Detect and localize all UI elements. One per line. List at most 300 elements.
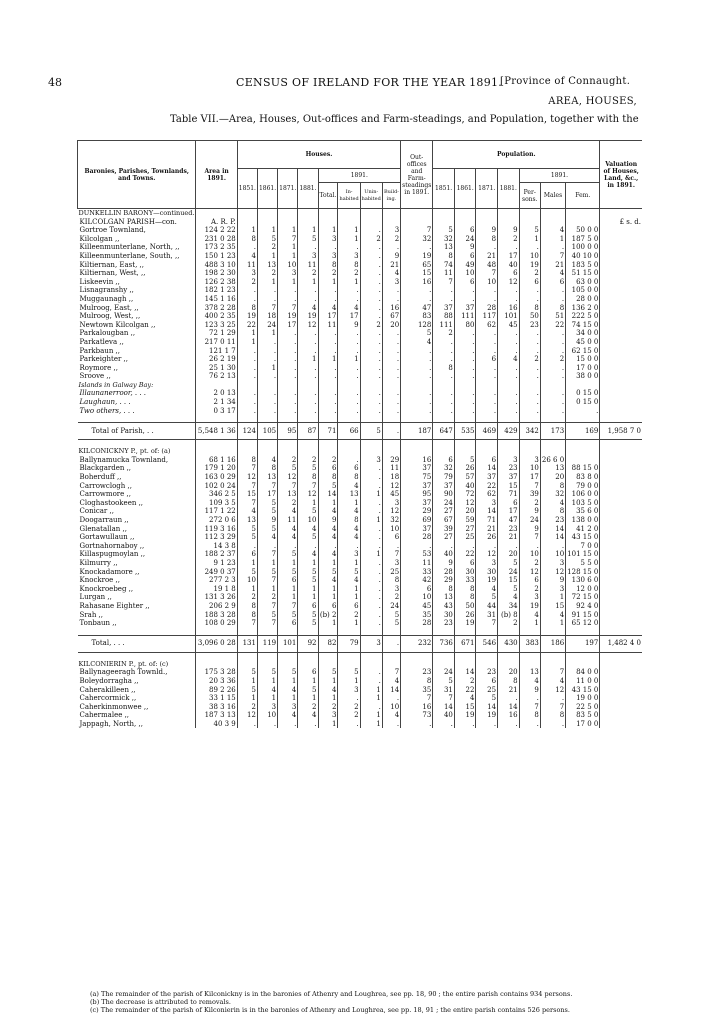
cell: 13: [237, 516, 257, 525]
cell: .: [498, 347, 520, 356]
cell: .: [433, 407, 455, 416]
cell: .: [237, 372, 257, 381]
cell: [600, 490, 642, 499]
cell: 15 0 0: [566, 355, 600, 364]
col-h-building: Build-ing.: [382, 183, 400, 209]
cell: 1: [278, 243, 298, 252]
row-label: Ballynamucka Townland,: [79, 455, 169, 464]
cell: 5: [498, 559, 520, 568]
cell: 6: [498, 499, 520, 508]
cell: 17: [498, 252, 520, 261]
cell: 23: [433, 619, 455, 628]
cell: 26: [454, 464, 476, 473]
cell: [600, 619, 642, 628]
row-label: Mulroog, West, ,,: [79, 312, 141, 321]
footnote-b: (b) The decrease is attributed to removals.: [90, 998, 231, 1006]
cell: 25: [476, 686, 498, 695]
cell: 65 12 0: [566, 619, 600, 628]
cell: 1: [338, 355, 360, 364]
cell: .: [360, 372, 382, 381]
row-label: Caherkinmonwee ,,: [79, 702, 149, 711]
cell: 4: [318, 507, 338, 516]
cell: 7: [257, 304, 277, 313]
cell: .: [360, 364, 382, 373]
cell: [498, 218, 520, 227]
cell: .: [382, 355, 400, 364]
cell: 5: [433, 226, 455, 235]
cell: 7: [257, 619, 277, 628]
cell: [338, 218, 360, 227]
cell: 117: [476, 312, 498, 321]
col-header-name: Baronies, Parishes, Townlands, and Towns.: [78, 141, 196, 209]
cell: 83: [401, 312, 433, 321]
cell: [600, 407, 642, 416]
cell: 33 1 15: [196, 694, 237, 703]
cell: 7: [257, 550, 277, 559]
row-label: Muggaunagh ,,: [79, 294, 134, 303]
cell: 186: [540, 635, 565, 652]
cell: 23: [498, 464, 520, 473]
cell: 15: [498, 482, 520, 491]
cell: 0 15 0: [566, 389, 600, 398]
cell: 20: [540, 473, 565, 482]
table-row: [78, 490, 643, 499]
cell: 1: [360, 720, 382, 729]
cell: 13: [540, 464, 565, 473]
cell: 2: [498, 235, 520, 244]
cell: .: [540, 372, 565, 381]
cell: 3: [382, 559, 400, 568]
cell: 8: [237, 602, 257, 611]
cell: 5: [318, 668, 338, 677]
cell: .: [433, 398, 455, 407]
cell: 19: [278, 312, 298, 321]
cell: [600, 525, 642, 534]
cell: 10: [454, 269, 476, 278]
cell: 11: [318, 321, 338, 330]
row-label: Knockroe ,,: [79, 576, 120, 585]
cell: 5: [318, 568, 338, 577]
cell: 5: [519, 226, 540, 235]
cell: 40 3 9: [196, 720, 237, 729]
cell: .: [401, 398, 433, 407]
cell: 21: [540, 261, 565, 270]
cell: 41 2 0: [566, 525, 600, 534]
cell: .: [298, 295, 318, 304]
cell: 2: [257, 243, 277, 252]
cell: 1: [360, 550, 382, 559]
cell: 14: [540, 533, 565, 542]
cell: .: [433, 338, 455, 347]
cell: 5: [476, 694, 498, 703]
cell: 79 0 0: [566, 482, 600, 491]
cell: .: [360, 507, 382, 516]
cell: 1: [298, 585, 318, 594]
cell: .: [454, 338, 476, 347]
cell: 2: [237, 703, 257, 712]
cell: 1: [237, 677, 257, 686]
cell: 5: [433, 677, 455, 686]
row-label: Caherakilleen ,,: [79, 685, 136, 694]
cell: 21: [382, 261, 400, 270]
cell: 3,096 0 28: [196, 635, 237, 652]
cell: 37: [454, 304, 476, 313]
cell: [600, 482, 642, 491]
cell: .: [298, 347, 318, 356]
cell: [338, 447, 360, 456]
cell: 4: [318, 576, 338, 585]
cell: 2: [257, 593, 277, 602]
cell: .: [237, 720, 257, 729]
cell: 5: [257, 525, 277, 534]
row-label: Knockroebeg ,,: [79, 584, 134, 593]
cell: [600, 720, 642, 729]
col-p-1861: 1861.: [454, 169, 476, 209]
cell: [382, 209, 400, 218]
table-row: [78, 533, 643, 542]
cell: (b) 2: [319, 610, 337, 619]
col-h-1851: 1851.: [237, 169, 257, 209]
cell: 37: [498, 473, 520, 482]
cell: .: [540, 347, 565, 356]
cell: .: [519, 389, 540, 398]
footnotes: [90, 990, 572, 1014]
cell: .: [540, 364, 565, 373]
cell: .: [566, 407, 600, 416]
cell: 90: [433, 490, 455, 499]
cell: 5: [257, 611, 277, 620]
cell: 27: [454, 525, 476, 534]
cell: 17: [278, 321, 298, 330]
cell: 12: [540, 686, 565, 695]
cell: 173: [540, 423, 565, 440]
cell: 15: [498, 576, 520, 585]
cell: 14 3 8: [196, 542, 237, 551]
cell: .: [540, 407, 565, 416]
cell: 19: [454, 711, 476, 720]
cell: 83 5 0: [566, 711, 600, 720]
cell: 17: [318, 312, 338, 321]
cell: 7: [476, 269, 498, 278]
cell: 5: [401, 329, 433, 338]
cell: 1,482 4 0: [600, 635, 642, 652]
cell: 6: [338, 464, 360, 473]
cell: 1: [338, 226, 360, 235]
cell: .: [338, 329, 360, 338]
cell: 21: [476, 252, 498, 261]
cell: 2: [360, 235, 382, 244]
cell: [600, 611, 642, 620]
cell: 29: [382, 456, 400, 465]
cell: 6: [454, 226, 476, 235]
cell: 5: [338, 668, 360, 677]
cell: .: [318, 286, 338, 295]
cell: 15: [401, 269, 433, 278]
cell: 7: [237, 464, 257, 473]
cell: .: [498, 694, 520, 703]
cell: 30: [476, 568, 498, 577]
cell: 14: [433, 703, 455, 712]
cell: [257, 381, 277, 390]
cell: [519, 381, 540, 390]
cell: .: [278, 355, 298, 364]
cell: 47: [401, 304, 433, 313]
cell: .: [433, 295, 455, 304]
row-label: Srah ,,: [79, 610, 103, 619]
cell: 1: [298, 226, 318, 235]
cell: .: [519, 286, 540, 295]
cell: 5: [298, 464, 318, 473]
row-label: Killeenmunterlane, South, ,,: [79, 251, 180, 260]
cell: 16: [401, 703, 433, 712]
cell: .: [540, 398, 565, 407]
cell: .: [382, 407, 400, 416]
census-table: [77, 140, 642, 728]
cell: 7: [257, 576, 277, 585]
cell: [600, 686, 642, 695]
cell: 32: [401, 235, 433, 244]
cell: 179 1 20: [196, 464, 237, 473]
cell: 33: [454, 576, 476, 585]
cell: .: [519, 398, 540, 407]
cell: 5: [257, 499, 277, 508]
cell: 49: [454, 261, 476, 270]
cell: 32: [433, 464, 455, 473]
cell: 2: [360, 321, 382, 330]
cell: 5: [476, 593, 498, 602]
row-label: Glenatallan ,,: [79, 524, 127, 533]
cell: 112 3 29: [196, 533, 237, 542]
table-row: [78, 464, 643, 473]
cell: 67: [433, 516, 455, 525]
table-row: [78, 703, 643, 712]
cell: 2: [433, 329, 455, 338]
cell: 2: [278, 499, 298, 508]
cell: 3: [360, 635, 382, 652]
cell: .: [433, 389, 455, 398]
cell: 4: [382, 269, 400, 278]
cell: .: [298, 398, 318, 407]
cell: 187 3 13: [196, 711, 237, 720]
cell: 33: [401, 568, 433, 577]
cell: 34 0 0: [566, 329, 600, 338]
cell: 1: [338, 499, 360, 508]
cell: 2: [382, 235, 400, 244]
cell: 2: [318, 703, 338, 712]
cell: .: [382, 243, 400, 252]
cell: 17: [257, 490, 277, 499]
cell: .: [278, 372, 298, 381]
cell: 8: [540, 711, 565, 720]
cell: .: [360, 559, 382, 568]
cell: 346 2 5: [196, 490, 237, 499]
cell: 62: [476, 490, 498, 499]
cell: .: [360, 286, 382, 295]
cell: 51 15 0: [566, 269, 600, 278]
cell: 9: [519, 686, 540, 695]
cell: 1: [298, 355, 318, 364]
cell: 9: [257, 516, 277, 525]
cell: [257, 209, 277, 218]
cell: 8: [540, 482, 565, 491]
cell: 6: [382, 533, 400, 542]
cell: 1: [257, 694, 277, 703]
cell: .: [360, 347, 382, 356]
cell: 3: [278, 269, 298, 278]
cell: [600, 568, 642, 577]
cell: 40: [433, 711, 455, 720]
cell: 1: [338, 559, 360, 568]
cell: [454, 381, 476, 390]
cell: 13: [433, 243, 455, 252]
cell: 1: [278, 593, 298, 602]
cell: .: [360, 619, 382, 628]
cell: .: [360, 533, 382, 542]
cell: .: [401, 372, 433, 381]
cell: 3: [318, 711, 338, 720]
cell: [600, 507, 642, 516]
cell: 9: [382, 252, 400, 261]
table-row: [78, 304, 643, 313]
cell: .: [257, 720, 277, 729]
cell: 3: [519, 593, 540, 602]
table-row: [78, 686, 643, 695]
cell: 7: [237, 499, 257, 508]
cell: 105 0 0: [566, 286, 600, 295]
cell: .: [257, 542, 277, 551]
cell: .: [433, 286, 455, 295]
cell: 4: [498, 593, 520, 602]
cell: 10: [382, 703, 400, 712]
cell: 2 0 13: [196, 389, 237, 398]
cell: 8: [338, 516, 360, 525]
cell: [454, 209, 476, 218]
row-label: Tonbaun ,,: [79, 619, 117, 628]
cell: 7: [540, 668, 565, 677]
cell: [360, 218, 382, 227]
cell: [454, 218, 476, 227]
cell: 11: [382, 464, 400, 473]
cell: .: [360, 499, 382, 508]
cell: .: [401, 355, 433, 364]
row-label: Parkeighter ,,: [79, 355, 129, 364]
cell: .: [433, 542, 455, 551]
cell: .: [338, 372, 360, 381]
cell: 671: [454, 635, 476, 652]
cell: 23: [498, 525, 520, 534]
cell: 2: [454, 677, 476, 686]
cell: 9: [433, 559, 455, 568]
cell: 188 2 37: [196, 550, 237, 559]
cell: 1: [298, 559, 318, 568]
cell: 8: [433, 585, 455, 594]
cell: [298, 447, 318, 456]
cell: .: [298, 243, 318, 252]
cell: 111: [454, 312, 476, 321]
row-label: Rahasane Eighter ,,: [79, 601, 150, 610]
cell: .: [257, 286, 277, 295]
cell: 95: [278, 423, 298, 440]
cell: 30: [433, 611, 455, 620]
cell: 5: [298, 686, 318, 695]
cell: 22 5 0: [566, 703, 600, 712]
cell: 232: [401, 635, 433, 652]
cell: 1: [318, 593, 338, 602]
cell: .: [498, 295, 520, 304]
cell: .: [237, 243, 257, 252]
cell: 17 0 0: [566, 364, 600, 373]
cell: 19: [476, 711, 498, 720]
cell: 87: [298, 423, 318, 440]
cell: [278, 447, 298, 456]
cell: [476, 209, 498, 218]
cell: 1: [540, 235, 565, 244]
cell: 17: [498, 507, 520, 516]
row-label: Sroove ,,: [79, 372, 111, 381]
cell: 13: [257, 473, 277, 482]
cell: [237, 209, 257, 218]
cell: [278, 381, 298, 390]
cell: 39: [433, 525, 455, 534]
cell: .: [257, 338, 277, 347]
cell: 40: [498, 261, 520, 270]
cell: .: [382, 423, 400, 440]
cell: 1,958 7 0: [600, 423, 642, 440]
table-body: [78, 209, 643, 729]
table-row: [78, 720, 643, 729]
cell: 71: [498, 490, 520, 499]
cell: 1: [298, 677, 318, 686]
cell: .: [476, 407, 498, 416]
cell: 28: [401, 533, 433, 542]
cell: 249 0 37: [196, 568, 237, 577]
cell: [257, 447, 277, 456]
cell: 1: [237, 585, 257, 594]
cell: .: [540, 542, 565, 551]
cell: .: [382, 338, 400, 347]
cell: 4: [298, 304, 318, 313]
cell: 4: [278, 686, 298, 695]
table-row: [78, 235, 643, 244]
cell: 37: [433, 304, 455, 313]
cell: 3: [382, 499, 400, 508]
cell: 15: [237, 490, 257, 499]
cell: [257, 218, 277, 227]
cell: 4: [237, 507, 257, 516]
cell: .: [360, 389, 382, 398]
cell: [476, 447, 498, 456]
cell: [600, 295, 642, 304]
cell: .: [360, 261, 382, 270]
cell: 1: [278, 252, 298, 261]
cell: 10: [519, 252, 540, 261]
table-row: [78, 364, 643, 373]
cell: [360, 381, 382, 390]
cell: .: [476, 398, 498, 407]
cell: 44: [476, 602, 498, 611]
cell: [600, 347, 642, 356]
cell: 5: [278, 611, 298, 620]
cell: 19: [476, 576, 498, 585]
cell: 12: [454, 499, 476, 508]
cell: 12: [382, 507, 400, 516]
cell: .: [318, 407, 338, 416]
cell: .: [519, 407, 540, 416]
cell: [600, 677, 642, 686]
cell: .: [360, 473, 382, 482]
cell: 74 15 0: [566, 321, 600, 330]
cell: 12 0 0: [566, 585, 600, 594]
